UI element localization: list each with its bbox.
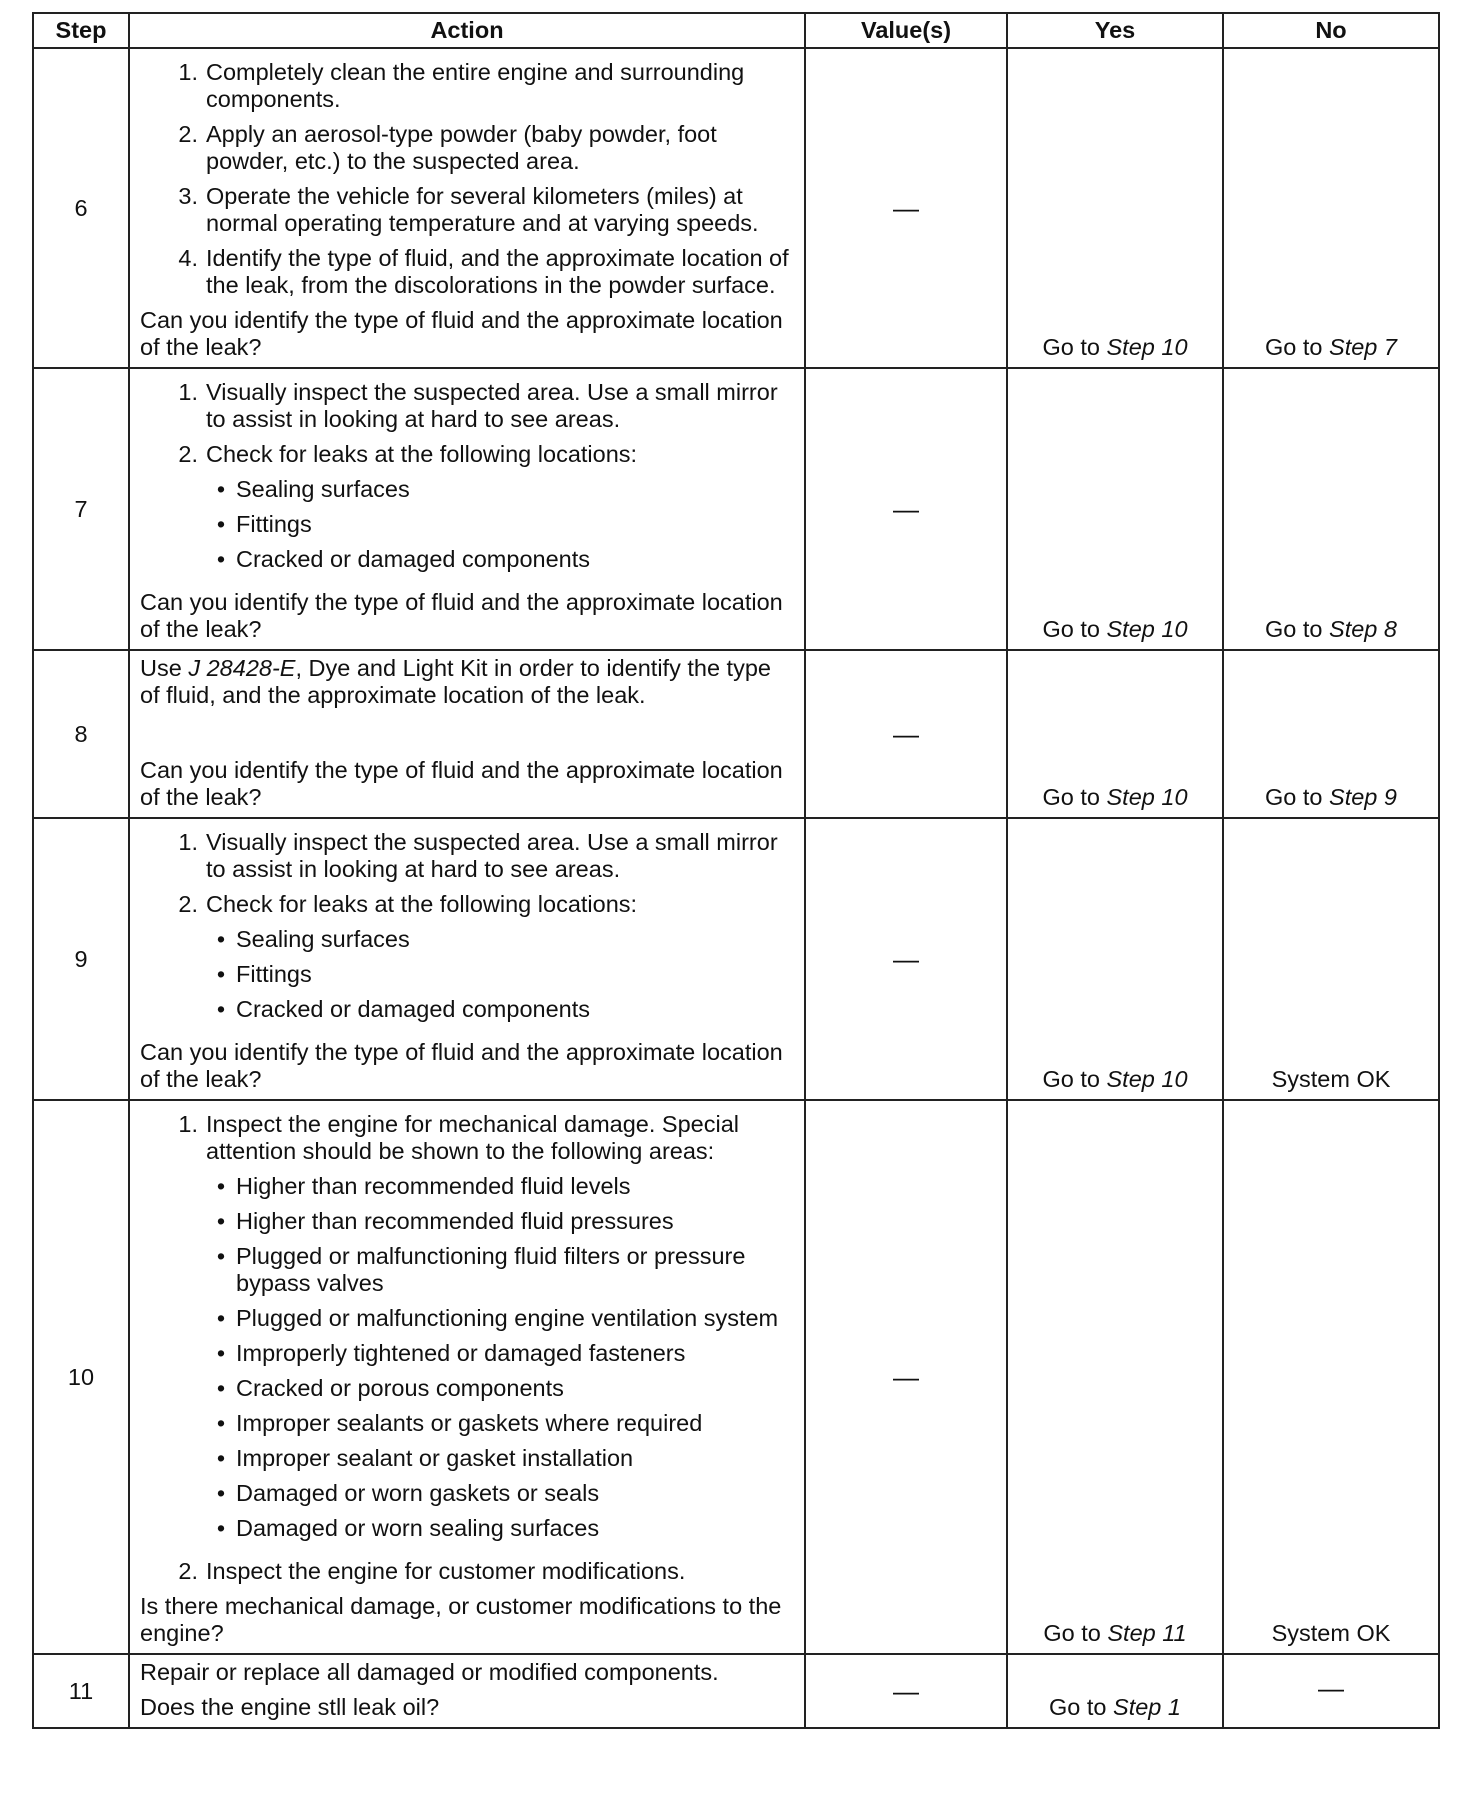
list-item: 1. Completely clean the entire engine and surrounding components. bbox=[178, 59, 745, 112]
list-item: 1. Visually inspect the suspected area. Use a small mirror to assist in looking at hard to see areas. bbox=[178, 379, 778, 432]
action-cell bbox=[129, 650, 805, 818]
yes-cell: Go to Step 1 bbox=[1007, 1654, 1223, 1728]
action-cell bbox=[129, 1100, 805, 1654]
no-cell: Go to Step 9 bbox=[1223, 650, 1439, 818]
bullet-item: • Improperly tightened or damaged fasteners bbox=[216, 1340, 686, 1366]
header-yes: Yes bbox=[1007, 13, 1223, 48]
question-text: Is there mechanical damage, or customer modifications to the engine? bbox=[140, 1593, 782, 1646]
header-step: Step bbox=[33, 13, 129, 48]
list-item: 2. Apply an aerosol-type powder (baby powder, foot powder, etc.) to the suspected area. bbox=[178, 121, 717, 174]
value-cell: — bbox=[805, 650, 1007, 818]
yes-cell: Go to Step 10 bbox=[1007, 818, 1223, 1100]
value-cell: — bbox=[805, 368, 1007, 650]
table-row bbox=[33, 650, 1439, 818]
table-row bbox=[33, 48, 1439, 368]
table-row bbox=[33, 1100, 1439, 1654]
question-text: Does the engine stll leak oil? bbox=[140, 1694, 440, 1720]
action-cell bbox=[129, 1654, 805, 1728]
list-item: 4. Identify the type of fluid, and the approximate location of the leak, from the discolorations in the powder surface. bbox=[178, 245, 789, 298]
diagnostic-table bbox=[32, 12, 1440, 1729]
yes-cell: Go to Step 10 bbox=[1007, 48, 1223, 368]
table-row bbox=[33, 1654, 1439, 1728]
bullet-item: • Damaged or worn gaskets or seals bbox=[216, 1480, 600, 1506]
list-item: 1. Visually inspect the suspected area. Use a small mirror to assist in looking at hard to see areas. bbox=[178, 829, 778, 882]
no-cell: System OK bbox=[1223, 818, 1439, 1100]
no-cell: Go to Step 8 bbox=[1223, 368, 1439, 650]
value-cell: — bbox=[805, 818, 1007, 1100]
tool-reference: J 28428-E bbox=[188, 655, 296, 681]
bullet-item: • Plugged or malfunctioning engine ventilation system bbox=[216, 1305, 779, 1331]
table-row bbox=[33, 368, 1439, 650]
bullet-item: • Improper sealant or gasket installation bbox=[216, 1445, 634, 1471]
question-text: Can you identify the type of fluid and the approximate location of the leak? bbox=[140, 307, 783, 360]
question-text: Can you identify the type of fluid and the approximate location of the leak? bbox=[140, 589, 783, 642]
step-number: 9 bbox=[33, 818, 129, 1100]
step-number: 7 bbox=[33, 368, 129, 650]
list-item: 1. Inspect the engine for mechanical damage. Special attention should be shown to the following areas: • Higher than recommended fluid levels • Higher than recommended fluid pressures • Plugged or malfunctioning fluid filters or pressure bypass valves • Plugged or malfunctioning engine ventilation system • Improperly tightened or damaged fasteners • Cracked or porous components • Improper sealants or gaskets where required • Improper sealant or gasket installation • Damaged or worn gaskets or seals • Damaged or worn sealing surfaces bbox=[164, 1111, 796, 1550]
bullet-item: • Cracked or damaged components bbox=[216, 996, 591, 1022]
header-row bbox=[33, 13, 1439, 48]
header-action: Action bbox=[129, 13, 805, 48]
step-number: 8 bbox=[33, 650, 129, 818]
bullet-item: • Fittings bbox=[216, 511, 312, 537]
value-cell: — bbox=[805, 1100, 1007, 1654]
list-item: 2. Check for leaks at the following locations: • Sealing surfaces • Fittings • Cracked or damaged components bbox=[164, 891, 796, 1031]
value-cell: — bbox=[805, 48, 1007, 368]
step-number: 6 bbox=[33, 48, 129, 368]
bullet-item: • Plugged or malfunctioning fluid filters or pressure bypass valves bbox=[216, 1243, 746, 1296]
action-cell bbox=[129, 818, 805, 1100]
list-item: 2. Inspect the engine for customer modifications. bbox=[178, 1558, 686, 1584]
header-no: No bbox=[1223, 13, 1439, 48]
no-cell: — bbox=[1223, 1654, 1439, 1728]
table-row bbox=[33, 818, 1439, 1100]
bullet-item: • Fittings bbox=[216, 961, 312, 987]
question-text: Can you identify the type of fluid and the approximate location of the leak? bbox=[140, 1039, 783, 1092]
value-cell: — bbox=[805, 1654, 1007, 1728]
intro-text: Use J 28428-E, Dye and Light Kit in order to identify the type of fluid, and the approximate location of the leak. bbox=[140, 655, 771, 708]
action-line: Repair or replace all damaged or modified components. bbox=[140, 1659, 719, 1685]
action-cell bbox=[129, 368, 805, 650]
bullet-item: • Cracked or damaged components bbox=[216, 546, 591, 572]
step-number: 11 bbox=[33, 1654, 129, 1728]
header-values: Value(s) bbox=[805, 13, 1007, 48]
bullet-item: • Damaged or worn sealing surfaces bbox=[216, 1515, 600, 1541]
question-text: Can you identify the type of fluid and the approximate location of the leak? bbox=[140, 757, 783, 810]
yes-cell: Go to Step 10 bbox=[1007, 650, 1223, 818]
action-cell bbox=[129, 48, 805, 368]
bullet-item: • Sealing surfaces bbox=[216, 926, 410, 952]
bullet-item: • Higher than recommended fluid levels bbox=[216, 1173, 631, 1199]
no-cell: System OK bbox=[1223, 1100, 1439, 1654]
bullet-item: • Cracked or porous components bbox=[216, 1375, 564, 1401]
step-number: 10 bbox=[33, 1100, 129, 1654]
yes-cell: Go to Step 10 bbox=[1007, 368, 1223, 650]
list-item: 2. Check for leaks at the following locations: • Sealing surfaces • Fittings • Cracked or damaged components bbox=[164, 441, 796, 581]
no-cell: Go to Step 7 bbox=[1223, 48, 1439, 368]
list-item: 3. Operate the vehicle for several kilometers (miles) at normal operating temperature and at varying speeds. bbox=[178, 183, 759, 236]
bullet-item: • Improper sealants or gaskets where required bbox=[216, 1410, 703, 1436]
bullet-item: • Sealing surfaces bbox=[216, 476, 410, 502]
yes-cell: Go to Step 11 bbox=[1007, 1100, 1223, 1654]
bullet-item: • Higher than recommended fluid pressures bbox=[216, 1208, 674, 1234]
